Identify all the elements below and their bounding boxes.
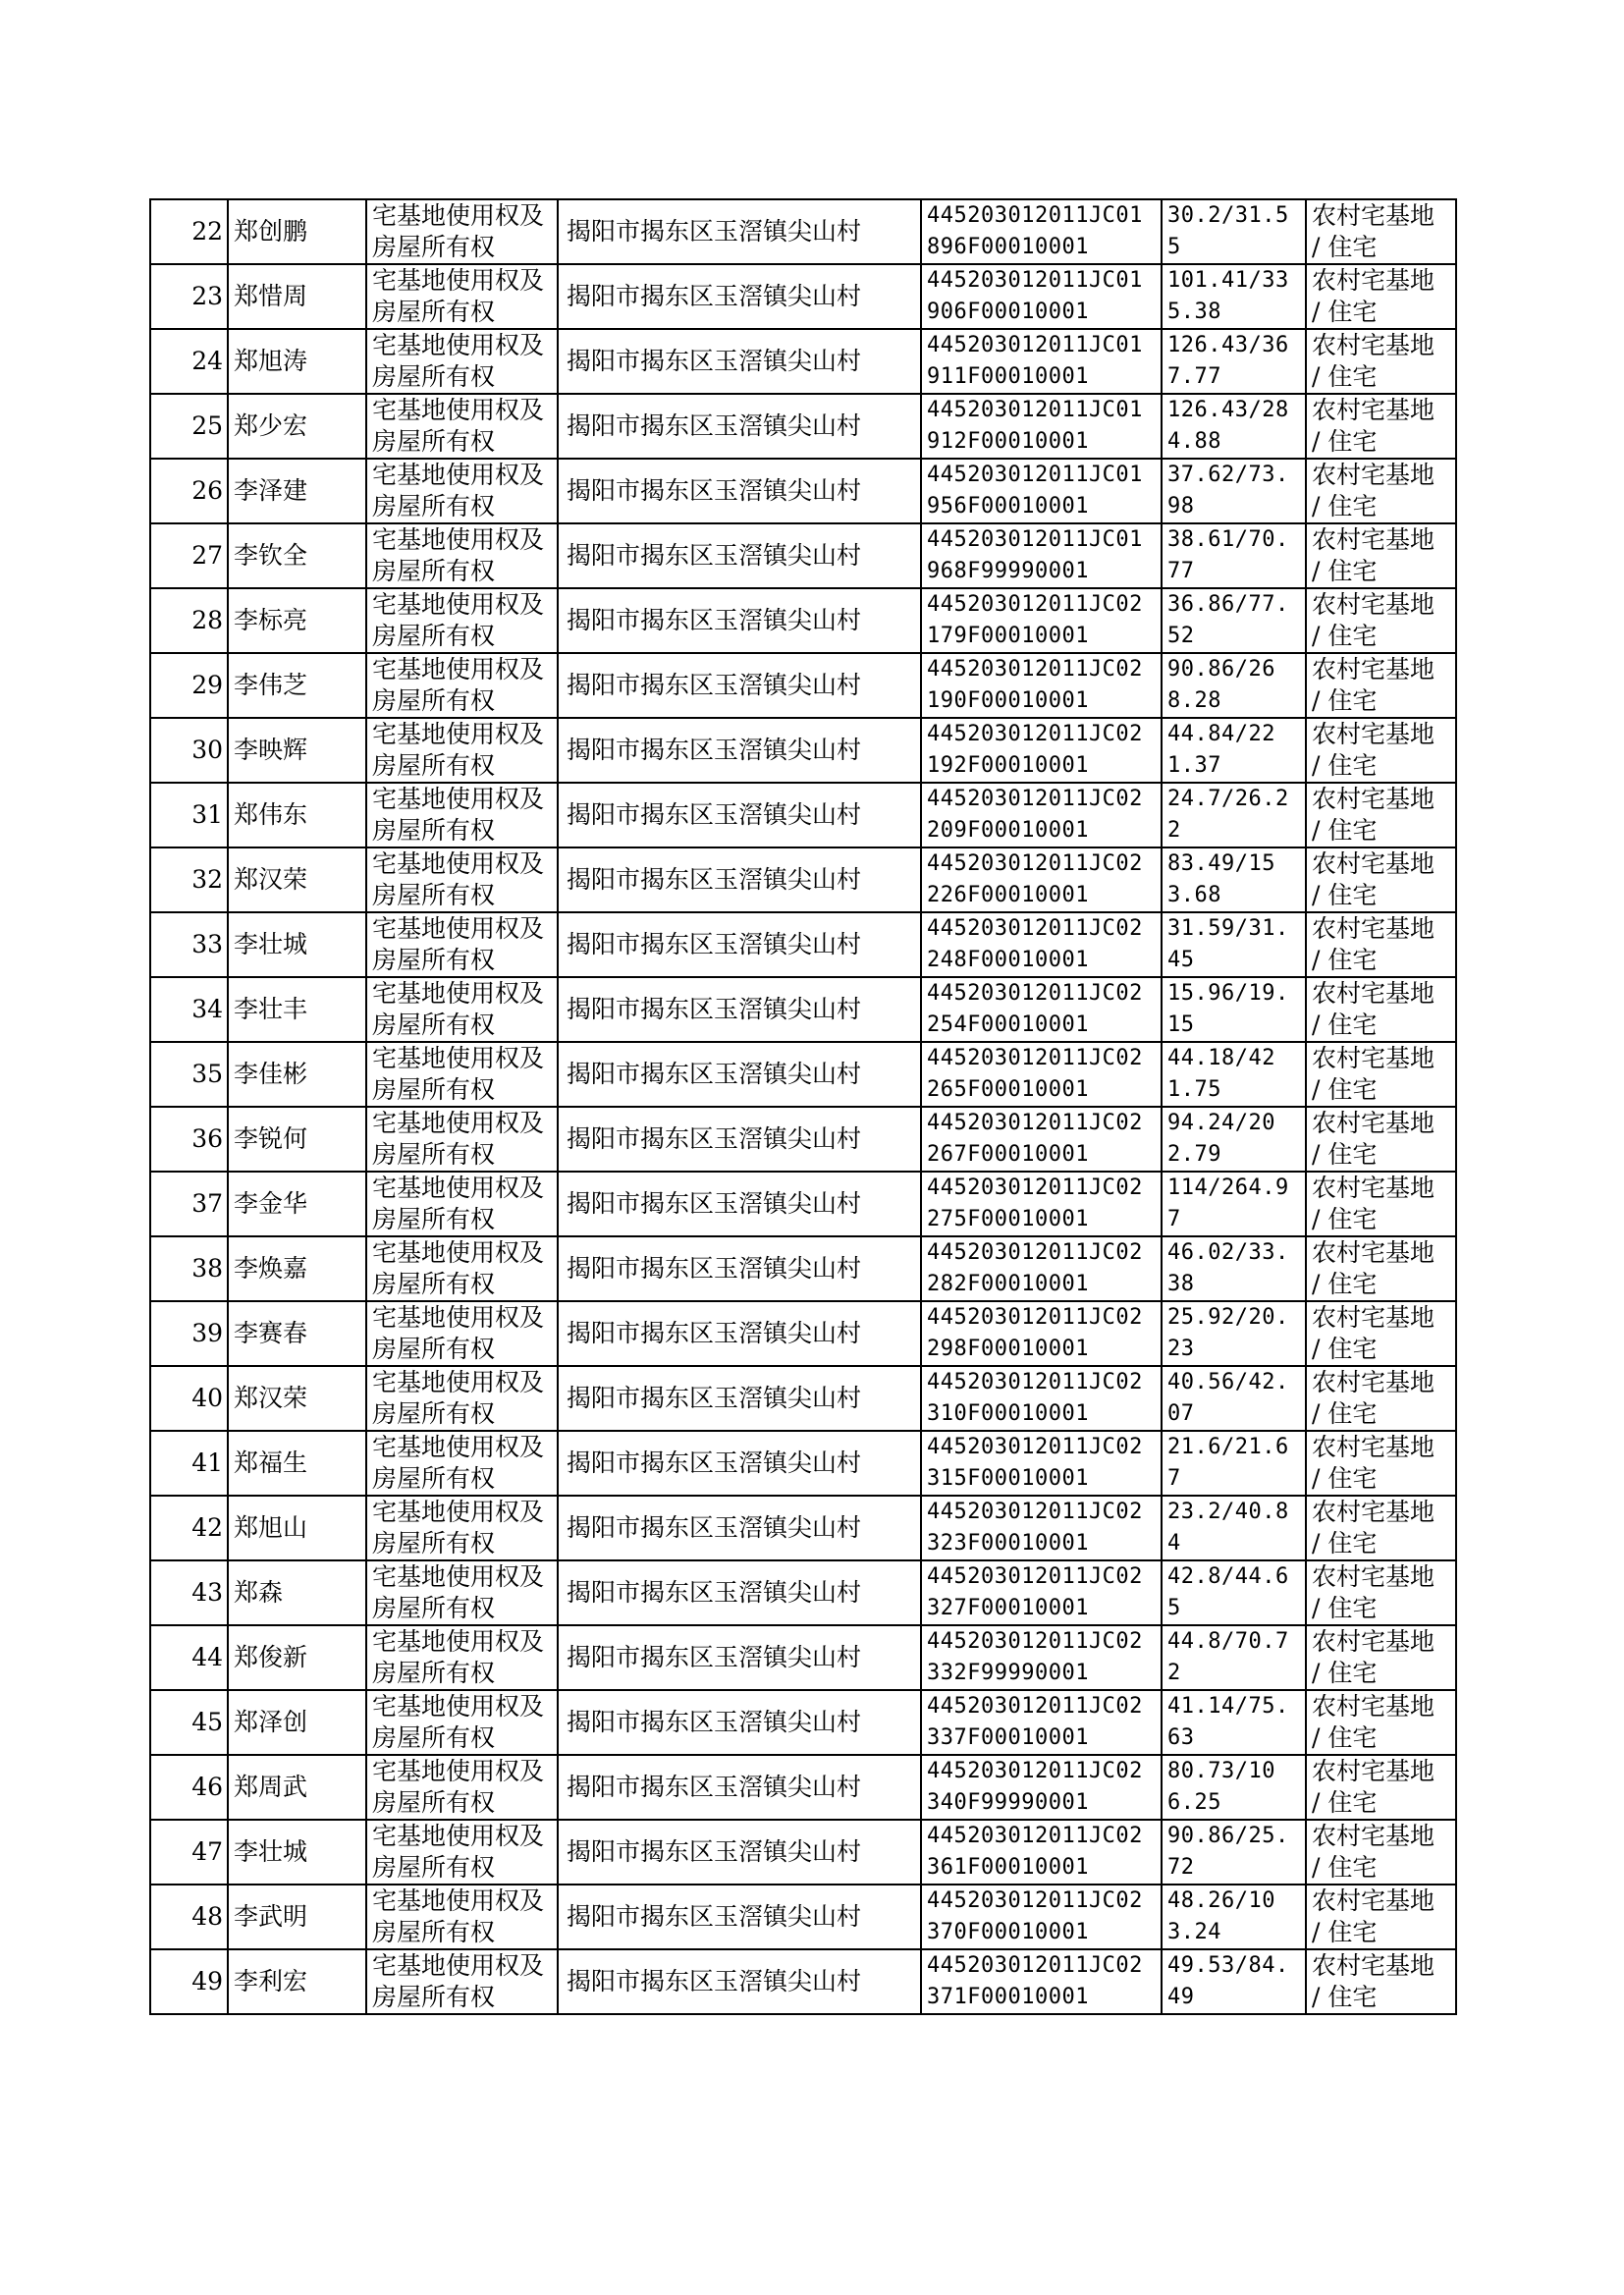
table-row xyxy=(150,1301,1456,1366)
address-cell: 揭阳市揭东区玉滘镇尖山村 xyxy=(558,977,921,1042)
area-cell: 49.53/84.49 xyxy=(1162,1949,1306,2014)
owner-name-cell: 李映辉 xyxy=(228,718,366,783)
address-cell: 揭阳市揭东区玉滘镇尖山村 xyxy=(558,1820,921,1885)
row-number-cell: 44 xyxy=(150,1625,228,1690)
address-cell: 揭阳市揭东区玉滘镇尖山村 xyxy=(558,1885,921,1949)
right-type-cell: 宅基地使用权及房屋所有权 xyxy=(366,1301,558,1366)
right-type-cell: 宅基地使用权及房屋所有权 xyxy=(366,1820,558,1885)
table-row xyxy=(150,588,1456,653)
right-type-cell: 宅基地使用权及房屋所有权 xyxy=(366,588,558,653)
owner-name-cell: 李壮丰 xyxy=(228,977,366,1042)
land-use-cell: 农村宅基地 / 住宅 xyxy=(1306,1496,1456,1560)
address-cell: 揭阳市揭东区玉滘镇尖山村 xyxy=(558,1949,921,2014)
right-type-cell: 宅基地使用权及房屋所有权 xyxy=(366,1172,558,1236)
area-cell: 42.8/44.65 xyxy=(1162,1560,1306,1625)
right-type-cell: 宅基地使用权及房屋所有权 xyxy=(366,977,558,1042)
owner-name-cell: 郑旭山 xyxy=(228,1496,366,1560)
owner-name-cell: 李钦全 xyxy=(228,523,366,588)
table-row xyxy=(150,523,1456,588)
area-cell: 101.41/335.38 xyxy=(1162,264,1306,329)
area-cell: 23.2/40.84 xyxy=(1162,1496,1306,1560)
area-cell: 40.56/42.07 xyxy=(1162,1366,1306,1431)
parcel-code-cell: 445203012011JC02332F99990001 xyxy=(921,1625,1162,1690)
table-row xyxy=(150,1496,1456,1560)
table-row xyxy=(150,1431,1456,1496)
owner-name-cell: 郑创鹏 xyxy=(228,199,366,264)
address-cell: 揭阳市揭东区玉滘镇尖山村 xyxy=(558,783,921,847)
table-row xyxy=(150,1625,1456,1690)
table-row xyxy=(150,783,1456,847)
land-use-cell: 农村宅基地 / 住宅 xyxy=(1306,394,1456,459)
owner-name-cell: 李标亮 xyxy=(228,588,366,653)
area-cell: 80.73/106.25 xyxy=(1162,1755,1306,1820)
parcel-code-cell: 445203012011JC02327F00010001 xyxy=(921,1560,1162,1625)
right-type-cell: 宅基地使用权及房屋所有权 xyxy=(366,1431,558,1496)
owner-name-cell: 李焕嘉 xyxy=(228,1236,366,1301)
table-body xyxy=(150,199,1456,2014)
land-use-cell: 农村宅基地 / 住宅 xyxy=(1306,977,1456,1042)
area-cell: 44.8/70.72 xyxy=(1162,1625,1306,1690)
parcel-code-cell: 445203012011JC01912F00010001 xyxy=(921,394,1162,459)
owner-name-cell: 郑俊新 xyxy=(228,1625,366,1690)
parcel-code-cell: 445203012011JC02209F00010001 xyxy=(921,783,1162,847)
parcel-code-cell: 445203012011JC01906F00010001 xyxy=(921,264,1162,329)
area-cell: 90.86/25.72 xyxy=(1162,1820,1306,1885)
owner-name-cell: 李伟芝 xyxy=(228,653,366,718)
right-type-cell: 宅基地使用权及房屋所有权 xyxy=(366,1690,558,1755)
address-cell: 揭阳市揭东区玉滘镇尖山村 xyxy=(558,1690,921,1755)
row-number-cell: 47 xyxy=(150,1820,228,1885)
row-number-cell: 42 xyxy=(150,1496,228,1560)
address-cell: 揭阳市揭东区玉滘镇尖山村 xyxy=(558,523,921,588)
table-row xyxy=(150,264,1456,329)
area-cell: 114/264.97 xyxy=(1162,1172,1306,1236)
table-row xyxy=(150,1236,1456,1301)
owner-name-cell: 郑汉荣 xyxy=(228,847,366,912)
table-row xyxy=(150,977,1456,1042)
land-use-cell: 农村宅基地 / 住宅 xyxy=(1306,912,1456,977)
parcel-code-cell: 445203012011JC02190F00010001 xyxy=(921,653,1162,718)
address-cell: 揭阳市揭东区玉滘镇尖山村 xyxy=(558,847,921,912)
parcel-code-cell: 445203012011JC02323F00010001 xyxy=(921,1496,1162,1560)
row-number-cell: 46 xyxy=(150,1755,228,1820)
right-type-cell: 宅基地使用权及房屋所有权 xyxy=(366,1107,558,1172)
row-number-cell: 36 xyxy=(150,1107,228,1172)
parcel-code-cell: 445203012011JC01956F00010001 xyxy=(921,459,1162,523)
right-type-cell: 宅基地使用权及房屋所有权 xyxy=(366,847,558,912)
right-type-cell: 宅基地使用权及房屋所有权 xyxy=(366,1885,558,1949)
row-number-cell: 32 xyxy=(150,847,228,912)
area-cell: 83.49/153.68 xyxy=(1162,847,1306,912)
address-cell: 揭阳市揭东区玉滘镇尖山村 xyxy=(558,1560,921,1625)
area-cell: 37.62/73.98 xyxy=(1162,459,1306,523)
parcel-code-cell: 445203012011JC02340F99990001 xyxy=(921,1755,1162,1820)
table-row xyxy=(150,199,1456,264)
parcel-code-cell: 445203012011JC01911F00010001 xyxy=(921,329,1162,394)
land-use-cell: 农村宅基地 / 住宅 xyxy=(1306,1236,1456,1301)
address-cell: 揭阳市揭东区玉滘镇尖山村 xyxy=(558,1366,921,1431)
table-row xyxy=(150,1366,1456,1431)
right-type-cell: 宅基地使用权及房屋所有权 xyxy=(366,199,558,264)
right-type-cell: 宅基地使用权及房屋所有权 xyxy=(366,1366,558,1431)
table-row xyxy=(150,653,1456,718)
land-use-cell: 农村宅基地 / 住宅 xyxy=(1306,329,1456,394)
address-cell: 揭阳市揭东区玉滘镇尖山村 xyxy=(558,329,921,394)
address-cell: 揭阳市揭东区玉滘镇尖山村 xyxy=(558,1755,921,1820)
land-use-cell: 农村宅基地 / 住宅 xyxy=(1306,1820,1456,1885)
row-number-cell: 45 xyxy=(150,1690,228,1755)
owner-name-cell: 郑旭涛 xyxy=(228,329,366,394)
land-use-cell: 农村宅基地 / 住宅 xyxy=(1306,199,1456,264)
row-number-cell: 27 xyxy=(150,523,228,588)
owner-name-cell: 李佳彬 xyxy=(228,1042,366,1107)
row-number-cell: 28 xyxy=(150,588,228,653)
table-row xyxy=(150,459,1456,523)
table-row xyxy=(150,1885,1456,1949)
right-type-cell: 宅基地使用权及房屋所有权 xyxy=(366,912,558,977)
land-use-cell: 农村宅基地 / 住宅 xyxy=(1306,653,1456,718)
right-type-cell: 宅基地使用权及房屋所有权 xyxy=(366,459,558,523)
row-number-cell: 35 xyxy=(150,1042,228,1107)
row-number-cell: 34 xyxy=(150,977,228,1042)
parcel-code-cell: 445203012011JC01896F00010001 xyxy=(921,199,1162,264)
area-cell: 94.24/202.79 xyxy=(1162,1107,1306,1172)
area-cell: 46.02/33.38 xyxy=(1162,1236,1306,1301)
land-use-cell: 农村宅基地 / 住宅 xyxy=(1306,718,1456,783)
address-cell: 揭阳市揭东区玉滘镇尖山村 xyxy=(558,264,921,329)
right-type-cell: 宅基地使用权及房屋所有权 xyxy=(366,1560,558,1625)
row-number-cell: 23 xyxy=(150,264,228,329)
table-row xyxy=(150,329,1456,394)
parcel-code-cell: 445203012011JC02337F00010001 xyxy=(921,1690,1162,1755)
land-use-cell: 农村宅基地 / 住宅 xyxy=(1306,588,1456,653)
land-use-cell: 农村宅基地 / 住宅 xyxy=(1306,1366,1456,1431)
address-cell: 揭阳市揭东区玉滘镇尖山村 xyxy=(558,653,921,718)
address-cell: 揭阳市揭东区玉滘镇尖山村 xyxy=(558,1172,921,1236)
area-cell: 36.86/77.52 xyxy=(1162,588,1306,653)
owner-name-cell: 李金华 xyxy=(228,1172,366,1236)
right-type-cell: 宅基地使用权及房屋所有权 xyxy=(366,1755,558,1820)
area-cell: 21.6/21.67 xyxy=(1162,1431,1306,1496)
land-use-cell: 农村宅基地 / 住宅 xyxy=(1306,1625,1456,1690)
table-row xyxy=(150,847,1456,912)
parcel-code-cell: 445203012011JC02267F00010001 xyxy=(921,1107,1162,1172)
table-row xyxy=(150,1172,1456,1236)
land-use-cell: 农村宅基地 / 住宅 xyxy=(1306,783,1456,847)
owner-name-cell: 李武明 xyxy=(228,1885,366,1949)
land-use-cell: 农村宅基地 / 住宅 xyxy=(1306,459,1456,523)
area-cell: 126.43/367.77 xyxy=(1162,329,1306,394)
area-cell: 44.18/421.75 xyxy=(1162,1042,1306,1107)
table-row xyxy=(150,1755,1456,1820)
row-number-cell: 38 xyxy=(150,1236,228,1301)
area-cell: 31.59/31.45 xyxy=(1162,912,1306,977)
row-number-cell: 37 xyxy=(150,1172,228,1236)
table-row xyxy=(150,1949,1456,2014)
owner-name-cell: 李泽建 xyxy=(228,459,366,523)
right-type-cell: 宅基地使用权及房屋所有权 xyxy=(366,394,558,459)
owner-name-cell: 李壮城 xyxy=(228,1820,366,1885)
right-type-cell: 宅基地使用权及房屋所有权 xyxy=(366,1496,558,1560)
right-type-cell: 宅基地使用权及房屋所有权 xyxy=(366,1236,558,1301)
land-use-cell: 农村宅基地 / 住宅 xyxy=(1306,1042,1456,1107)
parcel-code-cell: 445203012011JC02265F00010001 xyxy=(921,1042,1162,1107)
address-cell: 揭阳市揭东区玉滘镇尖山村 xyxy=(558,199,921,264)
table-row xyxy=(150,1560,1456,1625)
parcel-code-cell: 445203012011JC02282F00010001 xyxy=(921,1236,1162,1301)
right-type-cell: 宅基地使用权及房屋所有权 xyxy=(366,783,558,847)
parcel-code-cell: 445203012011JC01968F99990001 xyxy=(921,523,1162,588)
right-type-cell: 宅基地使用权及房屋所有权 xyxy=(366,523,558,588)
area-cell: 90.86/268.28 xyxy=(1162,653,1306,718)
area-cell: 25.92/20.23 xyxy=(1162,1301,1306,1366)
parcel-code-cell: 445203012011JC02298F00010001 xyxy=(921,1301,1162,1366)
owner-name-cell: 李锐何 xyxy=(228,1107,366,1172)
address-cell: 揭阳市揭东区玉滘镇尖山村 xyxy=(558,1431,921,1496)
table-row xyxy=(150,1820,1456,1885)
parcel-code-cell: 445203012011JC02315F00010001 xyxy=(921,1431,1162,1496)
parcel-code-cell: 445203012011JC02248F00010001 xyxy=(921,912,1162,977)
table-row xyxy=(150,394,1456,459)
row-number-cell: 30 xyxy=(150,718,228,783)
right-type-cell: 宅基地使用权及房屋所有权 xyxy=(366,718,558,783)
area-cell: 41.14/75.63 xyxy=(1162,1690,1306,1755)
row-number-cell: 31 xyxy=(150,783,228,847)
land-use-cell: 农村宅基地 / 住宅 xyxy=(1306,264,1456,329)
area-cell: 48.26/103.24 xyxy=(1162,1885,1306,1949)
land-use-cell: 农村宅基地 / 住宅 xyxy=(1306,523,1456,588)
owner-name-cell: 郑泽创 xyxy=(228,1690,366,1755)
address-cell: 揭阳市揭东区玉滘镇尖山村 xyxy=(558,459,921,523)
row-number-cell: 40 xyxy=(150,1366,228,1431)
area-cell: 126.43/284.88 xyxy=(1162,394,1306,459)
row-number-cell: 25 xyxy=(150,394,228,459)
area-cell: 24.7/26.22 xyxy=(1162,783,1306,847)
row-number-cell: 24 xyxy=(150,329,228,394)
right-type-cell: 宅基地使用权及房屋所有权 xyxy=(366,1625,558,1690)
owner-name-cell: 郑森 xyxy=(228,1560,366,1625)
area-cell: 15.96/19.15 xyxy=(1162,977,1306,1042)
owner-name-cell: 郑周武 xyxy=(228,1755,366,1820)
address-cell: 揭阳市揭东区玉滘镇尖山村 xyxy=(558,1625,921,1690)
table-row xyxy=(150,1042,1456,1107)
row-number-cell: 48 xyxy=(150,1885,228,1949)
parcel-code-cell: 445203012011JC02275F00010001 xyxy=(921,1172,1162,1236)
property-record-table xyxy=(149,198,1457,2015)
address-cell: 揭阳市揭东区玉滘镇尖山村 xyxy=(558,1236,921,1301)
owner-name-cell: 郑汉荣 xyxy=(228,1366,366,1431)
address-cell: 揭阳市揭东区玉滘镇尖山村 xyxy=(558,1042,921,1107)
owner-name-cell: 郑少宏 xyxy=(228,394,366,459)
parcel-code-cell: 445203012011JC02310F00010001 xyxy=(921,1366,1162,1431)
land-use-cell: 农村宅基地 / 住宅 xyxy=(1306,1107,1456,1172)
area-cell: 44.84/221.37 xyxy=(1162,718,1306,783)
row-number-cell: 26 xyxy=(150,459,228,523)
owner-name-cell: 李利宏 xyxy=(228,1949,366,2014)
area-cell: 30.2/31.55 xyxy=(1162,199,1306,264)
address-cell: 揭阳市揭东区玉滘镇尖山村 xyxy=(558,394,921,459)
parcel-code-cell: 445203012011JC02254F00010001 xyxy=(921,977,1162,1042)
land-use-cell: 农村宅基地 / 住宅 xyxy=(1306,1949,1456,2014)
right-type-cell: 宅基地使用权及房屋所有权 xyxy=(366,329,558,394)
table-row xyxy=(150,1107,1456,1172)
parcel-code-cell: 445203012011JC02226F00010001 xyxy=(921,847,1162,912)
owner-name-cell: 郑惜周 xyxy=(228,264,366,329)
right-type-cell: 宅基地使用权及房屋所有权 xyxy=(366,1949,558,2014)
right-type-cell: 宅基地使用权及房屋所有权 xyxy=(366,264,558,329)
owner-name-cell: 李壮城 xyxy=(228,912,366,977)
parcel-code-cell: 445203012011JC02370F00010001 xyxy=(921,1885,1162,1949)
land-use-cell: 农村宅基地 / 住宅 xyxy=(1306,1301,1456,1366)
row-number-cell: 22 xyxy=(150,199,228,264)
row-number-cell: 29 xyxy=(150,653,228,718)
row-number-cell: 41 xyxy=(150,1431,228,1496)
row-number-cell: 33 xyxy=(150,912,228,977)
table-row xyxy=(150,912,1456,977)
parcel-code-cell: 445203012011JC02361F00010001 xyxy=(921,1820,1162,1885)
land-use-cell: 农村宅基地 / 住宅 xyxy=(1306,1690,1456,1755)
parcel-code-cell: 445203012011JC02371F00010001 xyxy=(921,1949,1162,2014)
address-cell: 揭阳市揭东区玉滘镇尖山村 xyxy=(558,1107,921,1172)
row-number-cell: 43 xyxy=(150,1560,228,1625)
address-cell: 揭阳市揭东区玉滘镇尖山村 xyxy=(558,588,921,653)
land-use-cell: 农村宅基地 / 住宅 xyxy=(1306,1885,1456,1949)
owner-name-cell: 郑伟东 xyxy=(228,783,366,847)
table-row xyxy=(150,1690,1456,1755)
area-cell: 38.61/70.77 xyxy=(1162,523,1306,588)
owner-name-cell: 李赛春 xyxy=(228,1301,366,1366)
land-use-cell: 农村宅基地 / 住宅 xyxy=(1306,1172,1456,1236)
owner-name-cell: 郑福生 xyxy=(228,1431,366,1496)
parcel-code-cell: 445203012011JC02179F00010001 xyxy=(921,588,1162,653)
land-use-cell: 农村宅基地 / 住宅 xyxy=(1306,1560,1456,1625)
address-cell: 揭阳市揭东区玉滘镇尖山村 xyxy=(558,718,921,783)
row-number-cell: 49 xyxy=(150,1949,228,2014)
row-number-cell: 39 xyxy=(150,1301,228,1366)
address-cell: 揭阳市揭东区玉滘镇尖山村 xyxy=(558,912,921,977)
right-type-cell: 宅基地使用权及房屋所有权 xyxy=(366,1042,558,1107)
right-type-cell: 宅基地使用权及房屋所有权 xyxy=(366,653,558,718)
parcel-code-cell: 445203012011JC02192F00010001 xyxy=(921,718,1162,783)
land-use-cell: 农村宅基地 / 住宅 xyxy=(1306,1431,1456,1496)
address-cell: 揭阳市揭东区玉滘镇尖山村 xyxy=(558,1496,921,1560)
address-cell: 揭阳市揭东区玉滘镇尖山村 xyxy=(558,1301,921,1366)
land-use-cell: 农村宅基地 / 住宅 xyxy=(1306,847,1456,912)
table-row xyxy=(150,718,1456,783)
land-use-cell: 农村宅基地 / 住宅 xyxy=(1306,1755,1456,1820)
